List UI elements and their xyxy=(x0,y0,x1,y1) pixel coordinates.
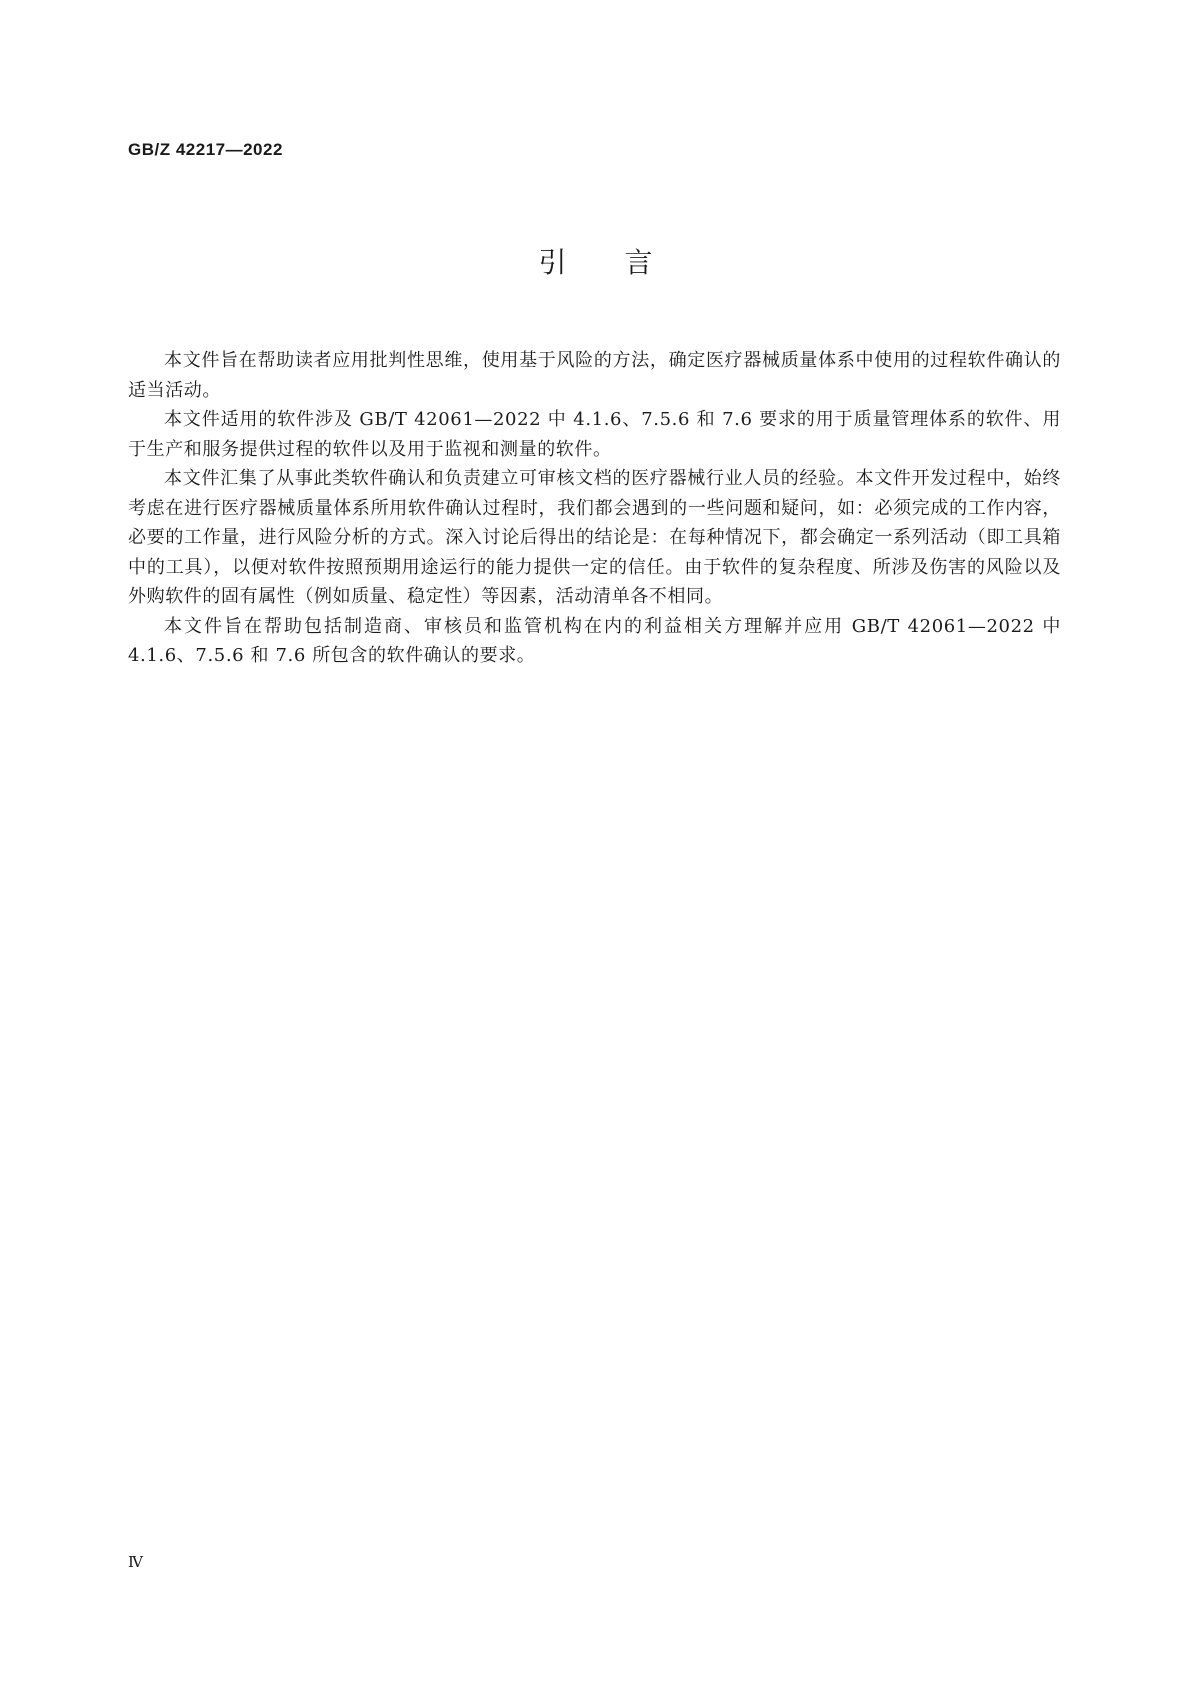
paragraph-3: 本文件汇集了从事此类软件确认和负责建立可审核文档的医疗器械行业人员的经验。本文件开发过程中，始终考虑在进行医疗器械质量体系所用软件确认过程时，我们都会遇到的一些问题和疑问，如：必须完成的工作内容，必要的工作量，进行风险分析的方式。深入讨论后得出的结论是：在每种情况下，都会确定一系列活动（即工具箱中的工具），以便对软件按照预期用途运行的能力提供一定的信任。由于软件的复杂程度、所涉及伤害的风险以及外购软件的固有属性（例如质量、稳定性）等因素，活动清单各不相同。 xyxy=(128,468,1061,607)
page-number: Ⅳ xyxy=(128,1553,143,1571)
page-title: 引言 xyxy=(538,246,711,279)
paragraph-1: 本文件旨在帮助读者应用批判性思维，使用基于风险的方法，确定医疗器械质量体系中使用的过程软件确认的适当活动。 xyxy=(128,350,1061,401)
introduction-body xyxy=(128,346,1061,671)
paragraph-4: 本文件旨在帮助包括制造商、审核员和监管机构在内的利益相关方理解并应用 GB/T 42061—2022 中 4.1.6、7.5.6 和 7.6 所包含的软件确认的要求。 xyxy=(128,615,1061,666)
paragraph-2: 本文件适用的软件涉及 GB/T 42061—2022 中 4.1.6、7.5.6 和 7.6 要求的用于质量管理体系的软件、用于生产和服务提供过程的软件以及用于监视和测量的软件。 xyxy=(128,409,1061,460)
standard-code: GB/Z 42217—2022 xyxy=(128,140,283,159)
